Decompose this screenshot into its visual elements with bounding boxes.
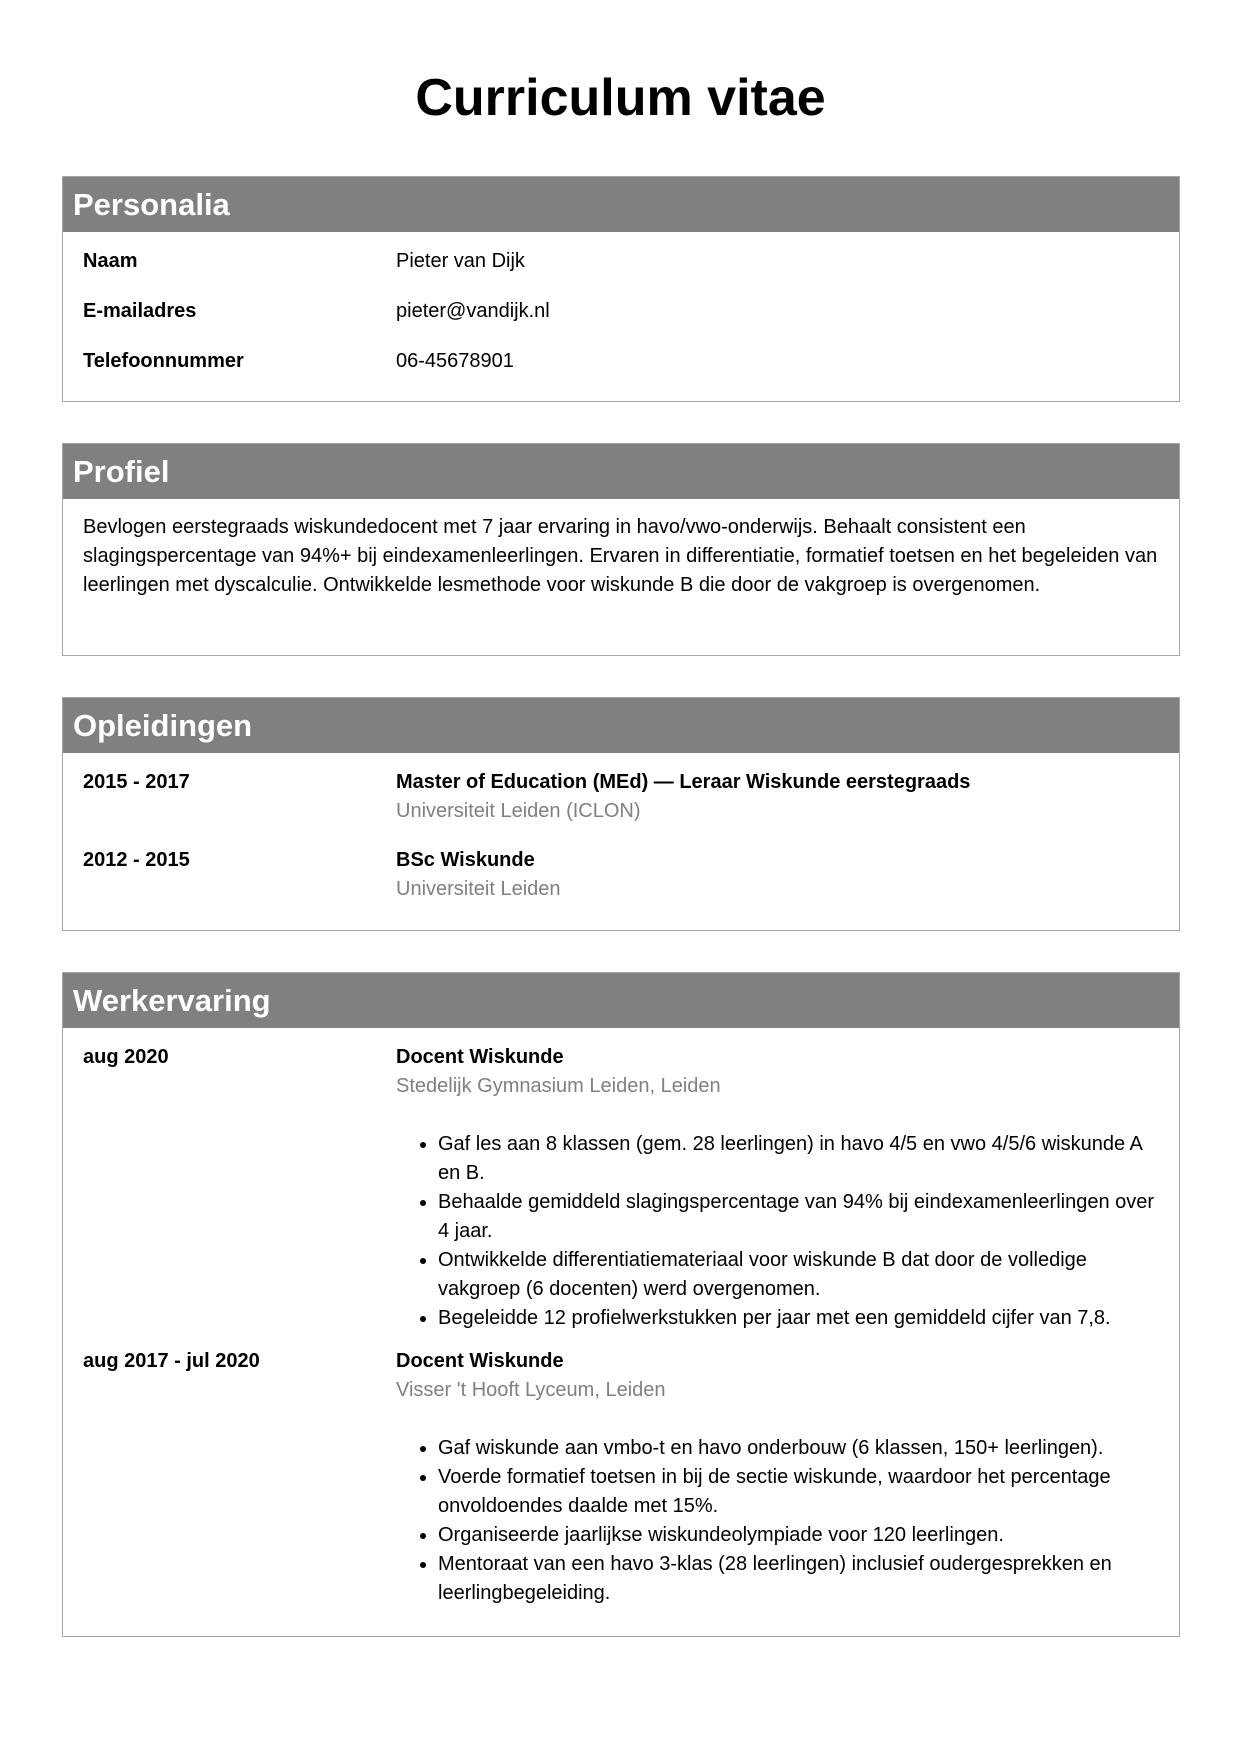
job-bullet: • Gaf wiskunde aan vmbo-t en havo onderbouw (6 klassen, 150+ leerlingen). <box>438 1434 1159 1463</box>
job-period: aug 2020 <box>83 1046 169 1068</box>
job-item <box>83 1347 1159 1608</box>
section-heading: Profiel <box>63 444 1179 499</box>
personal-row-phone <box>83 347 1159 397</box>
job-bullets <box>396 1434 1159 1608</box>
job-bullet: • Organiseerde jaarlijkse wiskundeolympiade voor 120 leerlingen. <box>438 1521 1159 1550</box>
job-bullet: • Mentoraat van een havo 3-klas (28 leerlingen) inclusief oudergesprekken en leerlingbegeleiding. <box>438 1550 1159 1608</box>
field-label: Naam <box>83 250 138 272</box>
job-period: aug 2017 - jul 2020 <box>83 1350 260 1372</box>
job-bullet: • Gaf les aan 8 klassen (gem. 28 leerlingen) in havo 4/5 en vwo 4/5/6 wiskunde A en B. <box>438 1130 1159 1188</box>
education-title: BSc Wiskunde <box>396 849 535 871</box>
job-bullets <box>396 1130 1159 1333</box>
job-bullet: • Voerde formatief toetsen in bij de sectie wiskunde, waardoor het percentage onvoldoendes daalde met 15%. <box>438 1463 1159 1521</box>
section-heading: Opleidingen <box>63 698 1179 753</box>
education-period: 2015 - 2017 <box>83 771 190 793</box>
document-title: Curriculum vitae <box>415 69 826 127</box>
section-personalia <box>62 176 1180 402</box>
section-profiel <box>62 443 1180 656</box>
field-value: Pieter van Dijk <box>396 250 525 272</box>
education-item <box>83 768 1159 846</box>
education-title: Master of Education (MEd) — Leraar Wiskunde eerstegraads <box>396 771 971 793</box>
job-bullet: • Behaalde gemiddeld slagingspercentage van 94% bij eindexamenleerlingen over 4 jaar. <box>438 1188 1159 1246</box>
field-value: 06-45678901 <box>396 350 514 372</box>
section-heading: Werkervaring <box>63 973 1179 1028</box>
personal-row-name <box>83 247 1159 297</box>
section-werkervaring <box>62 972 1180 1637</box>
section-opleidingen <box>62 697 1180 931</box>
job-bullet: • Begeleidde 12 profielwerkstukken per jaar met een gemiddeld cijfer van 7,8. <box>438 1304 1159 1333</box>
job-title: Docent Wiskunde <box>396 1350 564 1372</box>
section-heading: Personalia <box>63 177 1179 232</box>
field-label: Telefoonnummer <box>83 350 244 372</box>
job-bullet: • Ontwikkelde differentiatiemateriaal voor wiskunde B dat door de volledige vakgroep (6 docenten) werd overgenomen. <box>438 1246 1159 1304</box>
education-institution: Universiteit Leiden <box>396 878 561 900</box>
personal-row-email <box>83 297 1159 347</box>
education-period: 2012 - 2015 <box>83 849 190 871</box>
education-item <box>83 846 1159 924</box>
job-title: Docent Wiskunde <box>396 1046 564 1068</box>
job-employer: Visser 't Hooft Lyceum, Leiden <box>396 1379 666 1401</box>
field-value: pieter@vandijk.nl <box>396 300 550 322</box>
job-employer: Stedelijk Gymnasium Leiden, Leiden <box>396 1075 721 1097</box>
field-label: E-mailadres <box>83 300 197 322</box>
job-item <box>83 1043 1159 1333</box>
profile-text: Bevlogen eerstegraads wiskundedocent met 7 jaar ervaring in havo/vwo-onderwijs. Behaalt consistent een slagingspercentage van 94%+ bij eindexamenleerlingen. Ervaren in differentiatie, formatief toetsen en het begeleiden van leerlingen met dyscalculie. Ontwikkelde lesmethode voor wiskunde B die door de vakgroep is overgenomen. <box>83 516 1158 596</box>
education-institution: Universiteit Leiden (ICLON) <box>396 800 641 822</box>
